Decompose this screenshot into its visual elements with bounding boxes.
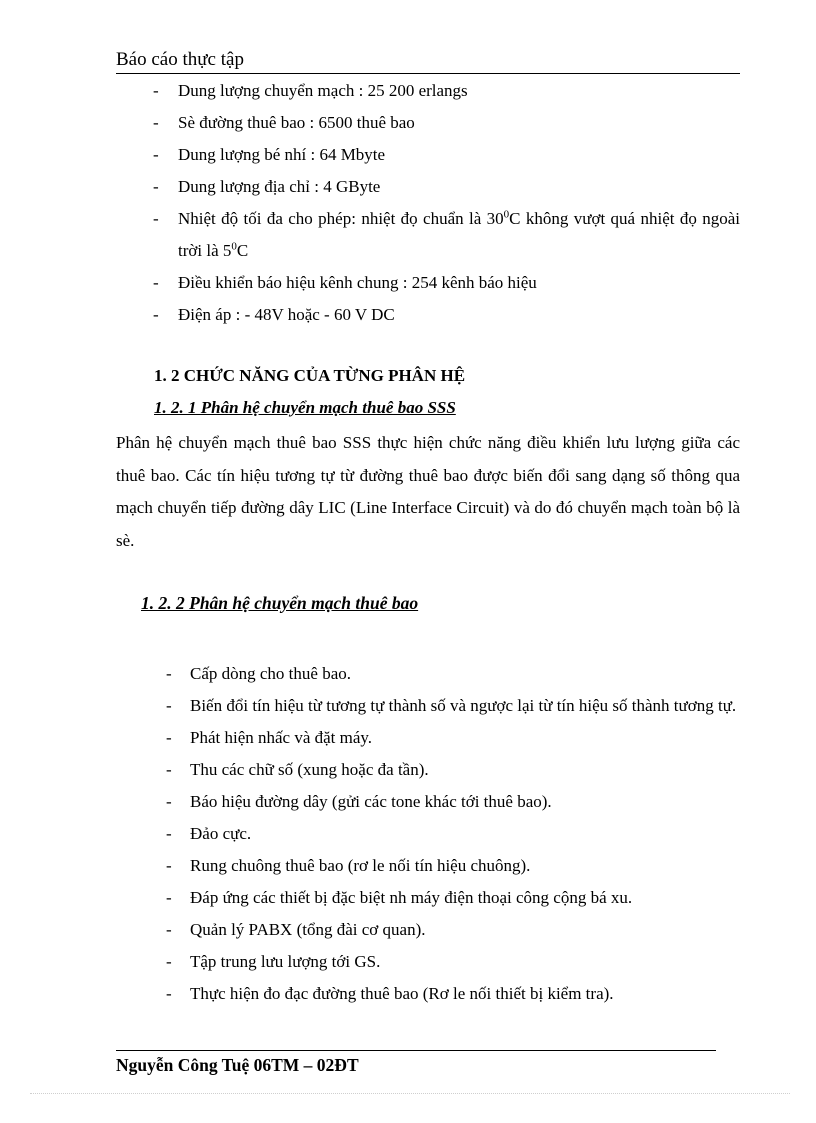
bullet-dash: - bbox=[153, 273, 159, 292]
bullet-dash: - bbox=[166, 760, 172, 779]
list-item-text: Thu các chữ số (xung hoặc đa tần). bbox=[190, 760, 429, 779]
list-item-text: Cấp dòng cho thuê bao. bbox=[190, 664, 351, 683]
list-item-text: Báo hiệu đường dây (gửi các tone khác tới thuê bao). bbox=[190, 792, 552, 811]
list-item-text: Tập trung lưu lượng tới GS. bbox=[190, 952, 381, 971]
list-item bbox=[116, 754, 740, 786]
list-item-text: Dung lượng chuyển mạch : 25 200 erlangs bbox=[178, 81, 468, 100]
list-item bbox=[116, 107, 740, 139]
temperature-text-start: Nhiệt độ tối đa cho phép: nhiệt đọ chuẩn là 30 bbox=[178, 209, 504, 228]
bullet-dash: - bbox=[166, 664, 172, 683]
bullet-dash: - bbox=[153, 177, 159, 196]
list-item-text: Điện áp : - 48V hoặc - 60 V DC bbox=[178, 305, 395, 324]
list-item bbox=[116, 946, 740, 978]
superscript-degree: 0 bbox=[503, 208, 510, 221]
superscript-degree: 0 bbox=[231, 240, 237, 253]
list-item bbox=[116, 850, 740, 882]
temperature-text-end: C bbox=[236, 241, 249, 260]
page-footer: Nguyễn Công Tuệ 06TM – 02ĐT bbox=[116, 1055, 359, 1075]
list-item bbox=[116, 722, 740, 754]
function-list bbox=[116, 658, 740, 1010]
bullet-dash: - bbox=[166, 824, 172, 843]
list-item-text: Quản lý PABX (tổng đài cơ quan). bbox=[190, 920, 426, 939]
bullet-dash: - bbox=[166, 696, 172, 715]
bullet-dash: - bbox=[153, 81, 159, 100]
bullet-dash: - bbox=[153, 113, 159, 132]
bullet-dash: - bbox=[166, 856, 172, 875]
list-item-text: Biến đổi tín hiệu từ tương tự thành số và ngược lại từ tín hiệu số thành tương tự. bbox=[190, 696, 737, 715]
list-item-text: Dung lượng bé nhí : 64 Mbyte bbox=[178, 145, 386, 164]
bullet-dash: - bbox=[153, 209, 159, 228]
bullet-dash: - bbox=[166, 728, 172, 747]
list-item bbox=[116, 139, 740, 171]
bullet-dash: - bbox=[166, 984, 172, 1003]
list-item bbox=[116, 299, 740, 331]
list-item bbox=[116, 690, 740, 722]
list-item-text: Thực hiện đo đạc đường thuê bao (Rơ le nối thiết bị kiểm tra). bbox=[190, 984, 614, 1003]
page-header: Báo cáo thực tập bbox=[116, 48, 740, 74]
list-item-text: Đảo cực. bbox=[190, 824, 252, 843]
temperature-text-middle: C không vượt quá nhiệt đọ ngoài trời là 5 bbox=[178, 209, 740, 260]
list-item bbox=[116, 818, 740, 850]
bullet-dash: - bbox=[153, 305, 159, 324]
list-item bbox=[116, 914, 740, 946]
list-item bbox=[116, 75, 740, 107]
list-item-text: Phát hiện nhấc và đặt máy. bbox=[190, 728, 373, 747]
list-item-text: Rung chuông thuê bao (rơ le nối tín hiệu chuông). bbox=[190, 856, 531, 875]
list-item bbox=[116, 882, 740, 914]
bullet-dash: - bbox=[166, 888, 172, 907]
body-paragraph: Phân hệ chuyển mạch thuê bao SSS thực hiện chức năng điều khiển lưu lượng giữa các thuê bao. Các tín hiệu tương tự từ đường thuê bao được biến đổi sang dạng số thông qua mạch chuyển tiếp đường dây LIC (Line Interface Circuit) và do đó chuyển mạch toàn bộ là sè. bbox=[116, 433, 740, 550]
list-item-text: Dung lượng địa chỉ : 4 GByte bbox=[178, 177, 381, 196]
subsection-heading-subscriber: 1. 2. 2 Phân hệ chuyển mạch thuê bao bbox=[141, 593, 419, 613]
bullet-dash: - bbox=[153, 145, 159, 164]
list-item bbox=[116, 267, 740, 299]
list-item-text: Điều khiển báo hiệu kênh chung : 254 kênh báo hiệu bbox=[178, 273, 537, 292]
list-item bbox=[116, 658, 740, 690]
footer-divider bbox=[116, 1050, 716, 1051]
list-item bbox=[116, 786, 740, 818]
page-bottom-dotted-rule bbox=[30, 1093, 790, 1094]
specification-list bbox=[116, 75, 740, 331]
section-heading: 1. 2 CHỨC NĂNG CỦA TỪNG PHÂN HỆ bbox=[154, 366, 466, 385]
bullet-dash: - bbox=[166, 792, 172, 811]
list-item-text: Sè đường thuê bao : 6500 thuê bao bbox=[178, 113, 415, 132]
list-item bbox=[116, 978, 740, 1010]
list-item bbox=[116, 171, 740, 203]
list-item bbox=[116, 203, 740, 267]
bullet-dash: - bbox=[166, 920, 172, 939]
bullet-dash: - bbox=[166, 952, 172, 971]
subsection-heading-sss: 1. 2. 1 Phân hệ chuyển mạch thuê bao SSS bbox=[154, 398, 456, 417]
list-item-text: Đáp ứng các thiết bị đặc biệt nh máy điện thoại công cộng bá xu. bbox=[190, 888, 633, 907]
